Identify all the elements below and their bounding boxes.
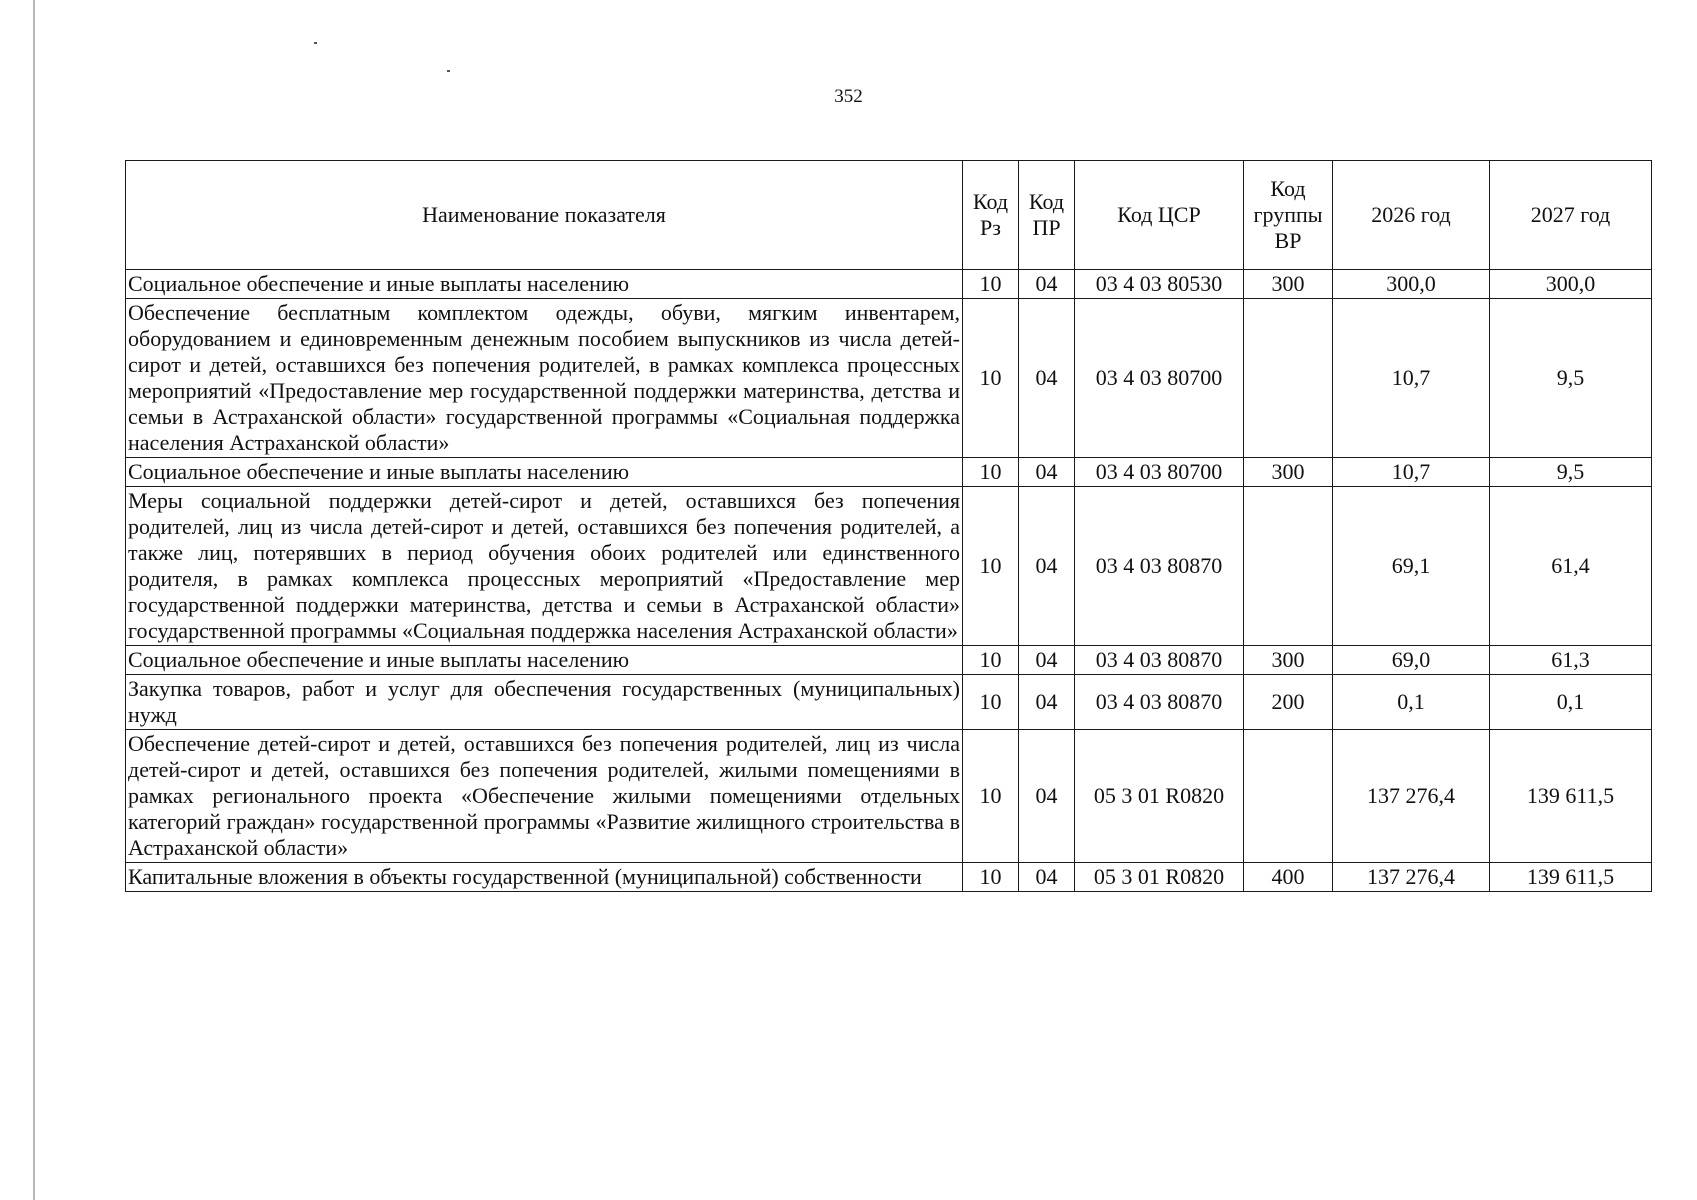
- cell-2027: 61,4: [1490, 487, 1652, 646]
- cell-csr: 05 3 01 R0820: [1075, 863, 1244, 892]
- cell-pr: 04: [1019, 730, 1075, 863]
- cell-name: Закупка товаров, работ и услуг для обеспечения государственных (муниципальных) нужд: [126, 675, 963, 730]
- cell-csr: 03 4 03 80530: [1075, 270, 1244, 299]
- cell-pr: 04: [1019, 863, 1075, 892]
- cell-2026: 137 276,4: [1333, 730, 1490, 863]
- cell-2026: 300,0: [1333, 270, 1490, 299]
- header-rz: Код Рз: [963, 161, 1019, 270]
- table-row: [126, 863, 1652, 892]
- header-2027: 2027 год: [1490, 161, 1652, 270]
- cell-rz: 10: [963, 675, 1019, 730]
- cell-rz: 10: [963, 646, 1019, 675]
- cell-name: Социальное обеспечение и иные выплаты населению: [126, 646, 963, 675]
- cell-vr: 200: [1244, 675, 1333, 730]
- header-name: Наименование показателя: [126, 161, 963, 270]
- cell-vr: 300: [1244, 270, 1333, 299]
- cell-vr: 300: [1244, 458, 1333, 487]
- cell-csr: 03 4 03 80870: [1075, 675, 1244, 730]
- table-header-row: [126, 161, 1652, 270]
- cell-vr: [1244, 487, 1333, 646]
- table-row: [126, 270, 1652, 299]
- budget-table: [125, 160, 1652, 892]
- cell-rz: 10: [963, 270, 1019, 299]
- cell-2026: 10,7: [1333, 458, 1490, 487]
- cell-name: Социальное обеспечение и иные выплаты населению: [126, 270, 963, 299]
- cell-2027: 9,5: [1490, 458, 1652, 487]
- cell-vr: 400: [1244, 863, 1333, 892]
- cell-pr: 04: [1019, 458, 1075, 487]
- cell-csr: 03 4 03 80870: [1075, 646, 1244, 675]
- scan-speck: [447, 70, 450, 72]
- header-pr: Код ПР: [1019, 161, 1075, 270]
- cell-2026: 10,7: [1333, 299, 1490, 458]
- cell-2027: 139 611,5: [1490, 730, 1652, 863]
- cell-name: Обеспечение детей-сирот и детей, оставшихся без попечения родителей, лиц из числа детей-сирот и детей, оставшихся без попечения родителей, жилыми помещениями в рамках регионального проекта «Обеспечение жилыми помещениями отдельных категорий граждан» государственной программы «Развитие жилищного строительства в Астраханской области»: [126, 730, 963, 863]
- table-row: [126, 675, 1652, 730]
- cell-csr: 03 4 03 80700: [1075, 299, 1244, 458]
- cell-pr: 04: [1019, 675, 1075, 730]
- scan-speck: [314, 42, 317, 44]
- cell-2027: 61,3: [1490, 646, 1652, 675]
- table-row: [126, 458, 1652, 487]
- cell-vr: 300: [1244, 646, 1333, 675]
- header-csr: Код ЦСР: [1075, 161, 1244, 270]
- binding-edge-line: [33, 0, 35, 1200]
- cell-rz: 10: [963, 458, 1019, 487]
- cell-2027: 139 611,5: [1490, 863, 1652, 892]
- table-row: [126, 487, 1652, 646]
- cell-2026: 137 276,4: [1333, 863, 1490, 892]
- cell-csr: 03 4 03 80870: [1075, 487, 1244, 646]
- cell-rz: 10: [963, 730, 1019, 863]
- cell-2027: 300,0: [1490, 270, 1652, 299]
- header-vr: Код группы ВР: [1244, 161, 1333, 270]
- header-2026: 2026 год: [1333, 161, 1490, 270]
- cell-2027: 0,1: [1490, 675, 1652, 730]
- cell-name: Меры социальной поддержки детей-сирот и детей, оставшихся без попечения родителей, лиц из числа детей-сирот и детей, оставшихся без попечения родителей, а также лиц, потерявших в период обучения обоих родителей или единственного родителя, в рамках комплекса процессных мероприятий «Предоставление мер государственной поддержки материнства, детства и семьи в Астраханской области» государственной программы «Социальная поддержка населения Астраханской области»: [126, 487, 963, 646]
- cell-vr: [1244, 299, 1333, 458]
- table-row: [126, 730, 1652, 863]
- cell-rz: 10: [963, 299, 1019, 458]
- cell-2026: 69,0: [1333, 646, 1490, 675]
- cell-2027: 9,5: [1490, 299, 1652, 458]
- cell-vr: [1244, 730, 1333, 863]
- table-row: [126, 646, 1652, 675]
- cell-csr: 03 4 03 80700: [1075, 458, 1244, 487]
- table-row: [126, 299, 1652, 458]
- cell-pr: 04: [1019, 646, 1075, 675]
- page-number: 352: [834, 86, 863, 107]
- cell-pr: 04: [1019, 299, 1075, 458]
- cell-pr: 04: [1019, 487, 1075, 646]
- cell-name: Капитальные вложения в объекты государственной (муниципальной) собственности: [126, 863, 963, 892]
- cell-pr: 04: [1019, 270, 1075, 299]
- cell-name: Социальное обеспечение и иные выплаты населению: [126, 458, 963, 487]
- cell-name: Обеспечение бесплатным комплектом одежды, обуви, мягким инвентарем, оборудованием и единовременным денежным пособием выпускников из числа детей-сирот и детей, оставшихся без попечения родителей, в рамках комплекса процессных мероприятий «Предоставление мер государственной поддержки материнства, детства и семьи в Астраханской области» государственной программы «Социальная поддержка населения Астраханской области»: [126, 299, 963, 458]
- cell-2026: 69,1: [1333, 487, 1490, 646]
- cell-rz: 10: [963, 863, 1019, 892]
- cell-2026: 0,1: [1333, 675, 1490, 730]
- cell-rz: 10: [963, 487, 1019, 646]
- cell-csr: 05 3 01 R0820: [1075, 730, 1244, 863]
